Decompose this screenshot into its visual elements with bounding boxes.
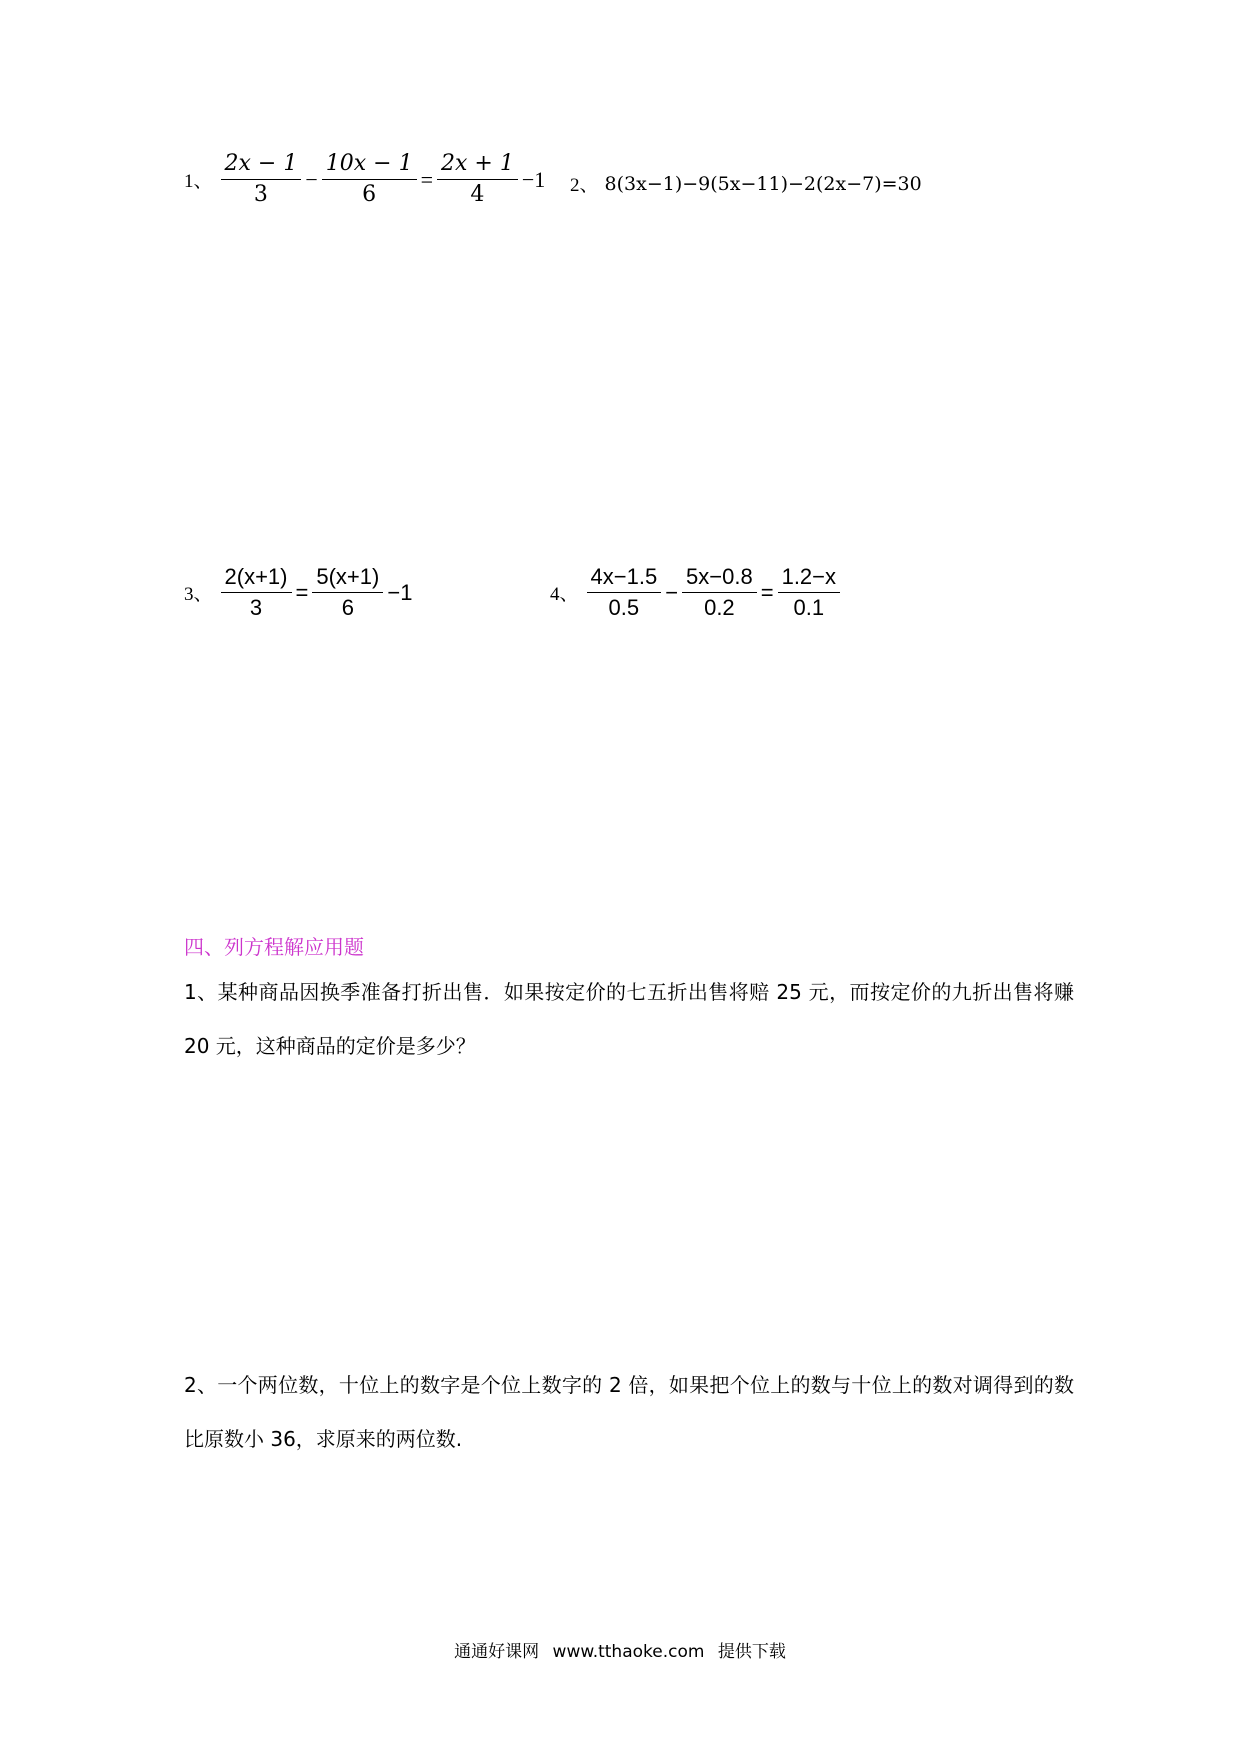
- fraction: [221, 152, 302, 207]
- page-footer: [0, 1637, 1240, 1662]
- fraction: [682, 565, 757, 620]
- denominator: 3: [253, 182, 268, 208]
- denominator: 0.2: [704, 595, 735, 621]
- word-problem-1: 1、某种商品因换季准备打折出售．如果按定价的七五折出售将赔 25 元，而按定价的九折出售将赚 20 元，这种商品的定价是多少？: [184, 980, 1074, 1058]
- operator: =: [420, 166, 434, 192]
- equation-4: [550, 565, 842, 620]
- equation-1: [184, 152, 547, 207]
- section-title: 四、列方程解应用题: [184, 935, 364, 959]
- numerator: 2x − 1: [221, 152, 302, 180]
- operator: =: [760, 579, 774, 605]
- equation-number: 2、: [570, 175, 599, 196]
- footer-suffix: 提供下载: [717, 1642, 786, 1662]
- equation-number: 4、: [550, 584, 579, 606]
- fraction: [437, 152, 518, 207]
- fraction: [778, 565, 840, 620]
- numerator: 4x−1.5: [587, 565, 662, 593]
- denominator: 0.5: [608, 595, 640, 621]
- operator: −1: [521, 166, 546, 192]
- operator: −1: [387, 579, 413, 605]
- numerator: 5(x+1): [312, 565, 383, 593]
- denominator: 6: [362, 182, 377, 208]
- equation-2: [570, 170, 922, 197]
- numerator: 10x − 1: [322, 152, 417, 180]
- denominator: 4: [470, 182, 485, 208]
- denominator: 0.1: [793, 595, 825, 621]
- equation-number: 3、: [184, 584, 213, 606]
- numerator: 2(x+1): [221, 565, 292, 593]
- word-problem-2: 2、一个两位数，十位上的数字是个位上数字的 2 倍，如果把个位上的数与十位上的数对调得到的数比原数小 36，求原来的两位数.: [184, 1373, 1074, 1451]
- equation-text: 8(3x−1)−9(5x−11)−2(2x−7)=30: [604, 172, 922, 195]
- footer-site-name: 通通好课网: [454, 1642, 540, 1662]
- operator: −: [305, 166, 318, 192]
- denominator: 6: [341, 595, 354, 621]
- equation-number: 1、: [184, 171, 213, 193]
- numerator: 1.2−x: [778, 565, 840, 593]
- fraction: [312, 565, 383, 620]
- fraction: [221, 565, 292, 620]
- footer-url[interactable]: www.tthaoke.com: [552, 1642, 705, 1662]
- equation-3: [184, 565, 414, 620]
- operator: =: [295, 579, 309, 605]
- fraction: [587, 565, 662, 620]
- fraction: [322, 152, 417, 207]
- denominator: 3: [249, 595, 263, 621]
- numerator: 5x−0.8: [682, 565, 757, 593]
- operator: −: [665, 579, 679, 605]
- numerator: 2x + 1: [437, 152, 518, 180]
